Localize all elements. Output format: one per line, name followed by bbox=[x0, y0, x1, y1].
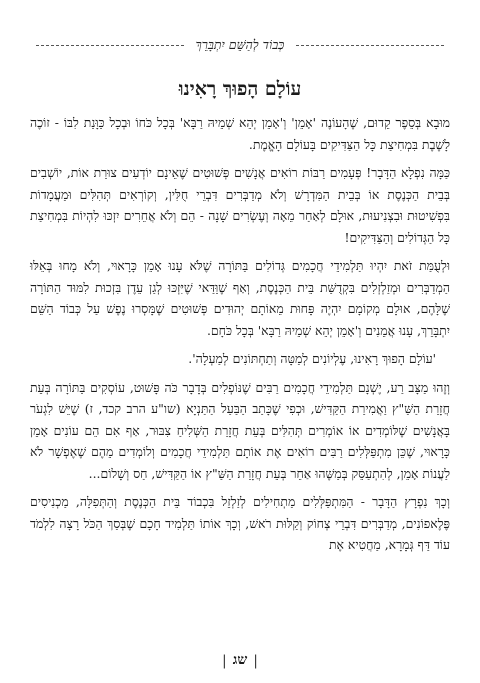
header-rule-left bbox=[36, 45, 184, 46]
page-number-bar-right: | bbox=[253, 652, 258, 669]
page-footer bbox=[0, 652, 480, 669]
quote-paragraph: 'עוֹלָם הָפוּךְ רָאִינוּ, עֶלְיוֹנִים לְמַטָּה וְתַחְתּוֹנִים לְמַעְלָה'. bbox=[188, 351, 436, 366]
body-text bbox=[30, 112, 450, 556]
chapter-title: עוֹלָם הָפוּךְ רָאִינוּ bbox=[178, 78, 302, 100]
paragraph-6: וְכָךְ נִפְרָץ הַדָּבָר - הַמִּתְפַּלְּלִים מַתְחִילִים לְזַלְזֵל בִּכְבוֹד בֵּית הַכְּנֶסֶת וְהַתְּפִלָּה, מַכְנִיסִים פֶּלֶאפוֹנִים, מְדַבְּרִים דִּבְרֵי צְחוֹק וְקַלּוּת רֹאשׁ, וְכָךְ אוֹתוֹ תַּלְמִיד חָכָם שֶׁבְּסַךְ הַכֹּל רָצָה לִלְמֹד עוֹד דַּף גְּמָרָא, מַחֲטִיא אֶת bbox=[30, 494, 450, 552]
header-rule-right bbox=[296, 45, 444, 46]
paragraph-2: כַּמָּה נִפְלָא הַדָּבָר! פְּעָמִים רַבּוֹת רוֹאִים אֲנָשִׁים פְּשׁוּטִים שֶׁאֵינָם יוֹדְעִים צוּרַת אוֹת, יוֹשְׁבִים בְּבֵית הַכְּנֶסֶת אוֹ בְּבֵית הַמִּדְרָשׁ וְלֹא מְדַבְּרִים דִּבְרֵי חֻלִּין, וְקוֹרְאִים תְּהִלִּים וּמַעֲמָדוֹת בִּפְשִׁיטוּת וּבִצְנִיעוּת, אוּלָם לְאַחַר מֵאָה וְעֶשְׂרִים שָׁנָה - הֵם וְלֹא אֲחֵרִים יִזְכּוּ לִהְיוֹת בִּמְחִיצַת כָּל הַגְּדוֹלִים וְהַצַּדִּיקִים! bbox=[30, 165, 450, 245]
page-number: שג bbox=[232, 652, 248, 668]
page-number-bar-left: | bbox=[222, 652, 227, 669]
paragraph-3: וּלְעֻמַּת זֹאת יִהְיוּ תַּלְמִידֵי חֲכָמִים גְּדוֹלִים בַּתּוֹרָה שֶׁלֹּא עָנוּ אָמֵן כָּרָאוּי, וְלֹא מָחוּ בְּאֵלּוּ הַמְדַבְּרִים וּמְזַלְזְלִים בִּקְדֻשַּׁת בֵּית הַכְּנֶסֶת, וְאַף שֶׁוַּדַּאי שֶׁיִּזְכּוּ לְגַן עֵדֶן בִּזְכוּת לִמּוּד הַתּוֹרָה שֶׁלָּהֶם, אוּלָם מְקוֹמָם יִהְיֶה פָּחוּת מֵאוֹתָם יְהוּדִים פְּשׁוּטִים שֶׁמָּסְרוּ נֶפֶשׁ עַל כְּבוֹד הַשֵּׁם יִתְבָּרֵךְ, עָנוּ אֲמֵנִים וְ'אָמֵן יְהֵא שְׁמֵיהּ רַבָּא' בְּכָל כֹּחָם. bbox=[30, 258, 450, 338]
paragraph-1: מוּבָא בְּסֵפֶר קֵדוּם, שֶׁהָעוֹנֶה 'אָמֵן' וְ'אָמֵן יְהֵא שְׁמֵיהּ רַבָּא' בְּכָל כֹּחוֹ וּבְכָל כַּוָּנַת לִבּוֹ - זוֹכֶה לָשֶׁבֶת בִּמְחִיצַת כָּל הַצַּדִּיקִים בָּעוֹלָם הָאֱמֶת. bbox=[30, 115, 450, 152]
running-header bbox=[36, 37, 444, 53]
paragraph-5: וְזֶהוּ מַצָּב רַע, יֶשְׁנָם תַּלְמִידֵי חֲכָמִים רַבִּים שֶׁנּוֹפְלִים בְּדָבָר כֹּה פָּשׁוּט, עוֹסְקִים בַּתּוֹרָה בְּעֵת חֲזָרַת הַשַּׁ"ץ וַאֲמִירַת הַקַּדִּישׁ, וּכְפִי שֶׁכָּתַב הַבַּעַל הַתַּנְיָא (שו"ע הרב קכד, ז) שֶׁיֵּשׁ לִגְעֹר בָּאֲנָשִׁים שֶׁלּוֹמְדִים אוֹ אוֹמְרִים תְּהִלִּים בְּעֵת חֲזָרַת הַשְּׁלִיחַ צִבּוּר, אַף אִם הֵם עוֹנִים אָמֵן כָּרָאוּי, שֶׁכֵּן מִתְפַּלְּלִים רַבִּים רוֹאִים אֶת אוֹתָם תַּלְמִידֵי חֲכָמִים וְלוֹמְדִים מֵהֶם שֶׁאֶפְשָׁר לֹא לַעֲנוֹת אָמֵן, לְהִתְעַסֵּק בְּמַשֶּׁהוּ אַחֵר בְּעֵת חֲזָרַת הַשַּׁ"ץ אוֹ הַקַּדִּישׁ, חַס וְשָׁלוֹם... bbox=[30, 379, 450, 481]
running-head-text: כְּבוֹד לְהַשֵּׁם יִתְבָּרֵךְ bbox=[195, 37, 285, 52]
